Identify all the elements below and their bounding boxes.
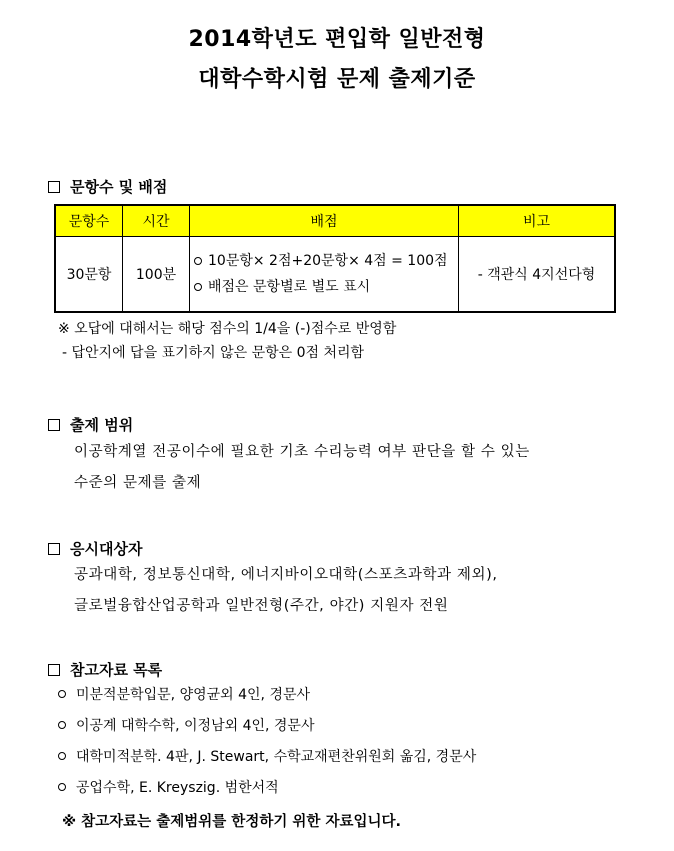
table-row: [55, 237, 615, 313]
points-line-text: 10문항× 2점+20문항× 4점 = 100점: [208, 253, 448, 269]
table-header-cell: 시간: [123, 205, 190, 237]
applicants-text-line1: 공과대학, 정보통신대학, 에너지바이오대학(스포츠과학과 제외),: [74, 567, 498, 583]
section-heading-label: 출제 범위: [70, 416, 134, 434]
circle-bullet-icon: [58, 752, 66, 760]
list-item: [58, 684, 310, 704]
section-heading-scoring: [48, 176, 167, 197]
cell-remark: - 객관식 4지선다형: [459, 237, 616, 313]
applicants-text-line2: 글로벌융합산업공학과 일반전형(주간, 야간) 지원자 전원: [74, 598, 449, 614]
circle-bullet-icon: [58, 721, 66, 729]
cell-time: 100분: [123, 237, 190, 313]
reference-text: 미분적분학입문, 양영균외 4인, 경문사: [76, 687, 311, 703]
circle-bullet-icon: [194, 257, 202, 265]
document-title-line1: 2014학년도 편입학 일반전형: [188, 27, 486, 52]
points-line: [194, 274, 458, 300]
section-heading-label: 응시대상자: [70, 540, 143, 558]
section-heading-range: [48, 414, 133, 435]
checkbox-square-icon: [48, 664, 60, 676]
range-text-line1: 이공학계열 전공이수에 필요한 기초 수리능력 여부 판단을 할 수 있는: [74, 444, 530, 460]
table-header-row: [55, 205, 615, 237]
reference-text: 대학미적분학. 4판, J. Stewart, 수학교재편찬위원회 옮김, 경문사: [76, 749, 477, 765]
checkbox-square-icon: [48, 419, 60, 431]
document-title-line2: 대학수학시험 문제 출제기준: [198, 67, 476, 92]
scoring-table: [54, 204, 616, 313]
references-note: ※ 참고자료는 출제범위를 한정하기 위한 자료입니다.: [62, 814, 401, 830]
scoring-note-1: ※ 오답에 대해서는 해당 점수의 1/4을 (-)점수로 반영함: [58, 321, 397, 337]
table-header-cell: 문항수: [55, 205, 123, 237]
scoring-note-2: - 답안지에 답을 표기하지 않은 문항은 0점 처리함: [62, 345, 365, 361]
checkbox-square-icon: [48, 181, 60, 193]
section-heading-applicants: [48, 538, 142, 559]
reference-text: 공업수학, E. Kreyszig. 범한서적: [76, 780, 279, 796]
circle-bullet-icon: [58, 690, 66, 698]
cell-question-count: 30문항: [55, 237, 123, 313]
table-header-cell: 비고: [459, 205, 616, 237]
section-heading-label: 참고자료 목록: [70, 661, 163, 679]
section-heading-label: 문항수 및 배점: [70, 178, 168, 196]
circle-bullet-icon: [58, 783, 66, 791]
range-text-line2: 수준의 문제를 출제: [74, 475, 202, 491]
list-item: [58, 746, 476, 766]
points-line-text: 배점은 문항별로 별도 표시: [208, 279, 371, 295]
points-line: [194, 248, 458, 274]
list-item: [58, 715, 314, 735]
list-item: [58, 777, 279, 797]
cell-points: [190, 237, 459, 313]
checkbox-square-icon: [48, 543, 60, 555]
circle-bullet-icon: [194, 283, 202, 291]
section-heading-references: [48, 659, 162, 680]
reference-text: 이공계 대학수학, 이정남외 4인, 경문사: [76, 718, 315, 734]
table-header-cell: 배점: [190, 205, 459, 237]
